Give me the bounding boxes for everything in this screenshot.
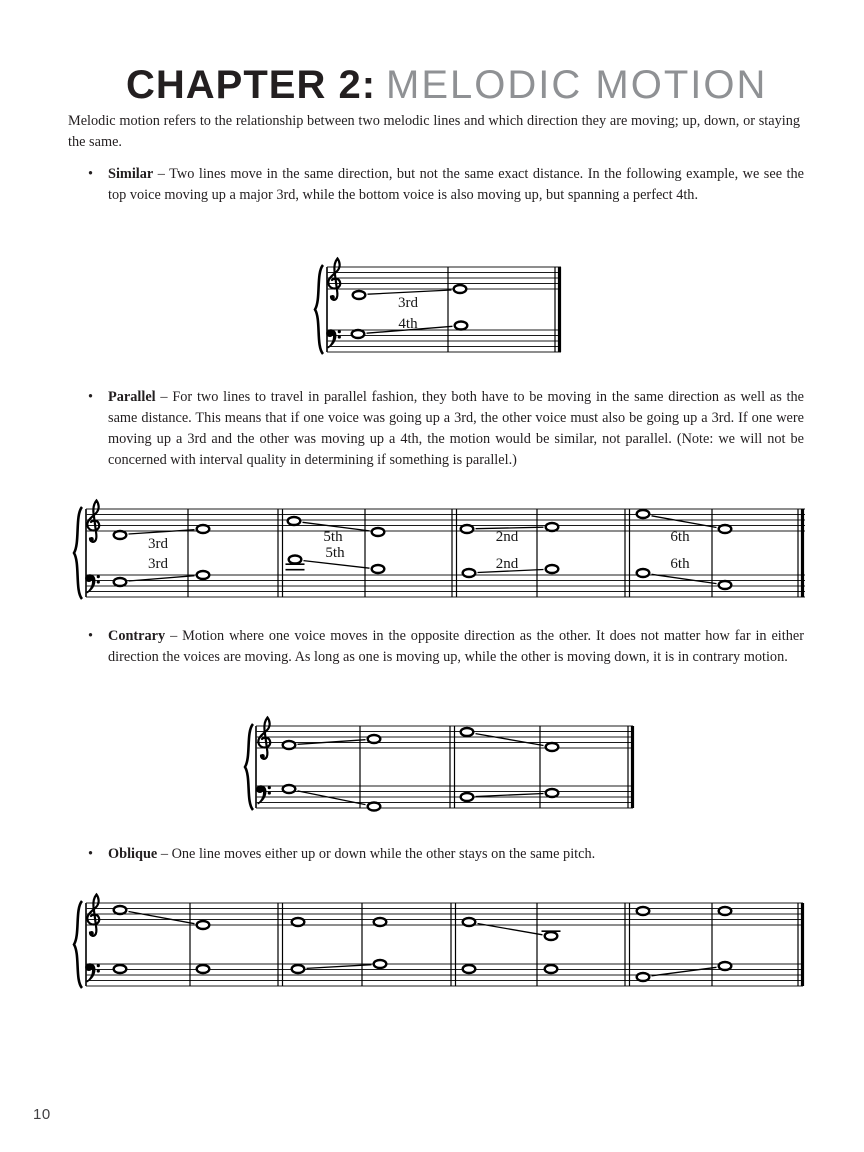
treble-staff-lines — [327, 267, 561, 289]
term-parallel: Parallel — [108, 389, 156, 405]
bullet-marker: • — [88, 628, 94, 644]
bass-clef-icon — [326, 329, 341, 348]
bass-clef-icon — [85, 574, 100, 593]
whole-note — [546, 743, 559, 751]
whole-note — [461, 728, 474, 736]
chapter-number: CHAPTER 2: — [126, 63, 377, 107]
whole-note — [719, 581, 732, 589]
term-oblique: Oblique — [108, 846, 158, 862]
whole-note — [545, 965, 558, 973]
similar-notation — [313, 255, 563, 367]
whole-note — [454, 285, 467, 293]
term-similar: Similar — [108, 166, 154, 182]
final-barline — [628, 726, 633, 808]
whole-note — [719, 525, 732, 533]
treble-staff-lines — [86, 903, 803, 925]
treble-clef-icon — [328, 259, 340, 300]
whole-note — [637, 907, 650, 915]
system-brace-icon — [74, 901, 82, 988]
whole-note — [546, 523, 559, 531]
bullet-contrary-text — [108, 626, 804, 668]
double-barline — [452, 509, 457, 597]
bullet-contrary — [88, 626, 804, 668]
whole-note — [463, 569, 476, 577]
treble-staff-lines — [256, 726, 633, 748]
double-barline — [625, 903, 630, 986]
whole-note — [372, 528, 385, 536]
interval-label: 4th — [398, 316, 418, 332]
whole-note — [353, 291, 366, 299]
whole-note — [374, 918, 387, 926]
interval-label: 2nd — [495, 556, 519, 572]
treble-clef-icon — [258, 718, 270, 759]
whole-note — [374, 960, 387, 968]
whole-note — [292, 918, 305, 926]
double-barline — [278, 509, 283, 597]
system-brace-icon — [74, 507, 82, 599]
motion-line — [304, 561, 370, 569]
motion-line — [476, 734, 544, 746]
whole-note — [283, 741, 296, 749]
motion-line — [476, 794, 544, 797]
term-contrary: Contrary — [108, 628, 166, 644]
bullet-body: – Motion where one voice moves in the opposite direction as the other. It does not matter how far in either direction the voices are moving. As long as one is moving up, while the other is moving down, it is in contrary motion. — [108, 628, 805, 665]
bass-staff-lines — [256, 786, 633, 808]
whole-note — [637, 510, 650, 518]
whole-note — [463, 918, 476, 926]
whole-note — [637, 973, 650, 981]
whole-note — [461, 793, 474, 801]
double-barline — [450, 726, 455, 808]
whole-note — [197, 525, 210, 533]
final-barline — [555, 267, 560, 352]
whole-note — [546, 789, 559, 797]
example-oblique — [72, 891, 807, 1001]
whole-note — [283, 785, 296, 793]
bullet-body: – One line moves either up or down while the other stays on the same pitch. — [160, 846, 596, 862]
motion-line — [652, 574, 717, 583]
treble-staff-lines — [86, 509, 805, 531]
whole-note — [197, 571, 210, 579]
bullet-similar — [88, 164, 804, 206]
chapter-heading — [126, 63, 767, 108]
final-barline — [798, 903, 803, 986]
double-barline — [451, 903, 456, 986]
whole-note — [292, 965, 305, 973]
whole-note — [637, 569, 650, 577]
system-brace-icon — [245, 724, 253, 810]
whole-note — [719, 962, 732, 970]
whole-note — [114, 578, 127, 586]
example-similar — [313, 255, 563, 367]
interval-label: 5th — [323, 529, 343, 545]
bullet-body: – Two lines move in the same direction, but not the same exact distance. In the following example, we see the top voice moving up a major 3rd, while the bottom voice is also moving up, but spanning a perfect 4th. — [108, 166, 805, 203]
motion-line — [368, 290, 452, 294]
interval-label: 3rd — [148, 556, 168, 572]
example-parallel — [72, 497, 807, 611]
double-barline — [625, 509, 630, 597]
whole-note — [114, 531, 127, 539]
whole-note — [114, 906, 127, 914]
oblique-notation — [72, 891, 807, 1001]
bullet-parallel-text — [108, 387, 804, 471]
whole-note — [352, 330, 365, 338]
bass-clef-icon — [256, 785, 271, 804]
interval-label: 6th — [670, 556, 690, 572]
whole-note — [368, 735, 381, 743]
page-number: 10 — [33, 1106, 51, 1123]
whole-note — [372, 565, 385, 573]
whole-note — [545, 932, 558, 940]
interval-label: 6th — [670, 529, 690, 545]
final-barline — [798, 509, 803, 597]
whole-note — [289, 556, 302, 564]
bullet-marker: • — [88, 389, 94, 405]
bullet-marker: • — [88, 166, 94, 182]
chapter-name: MELODIC MOTION — [386, 63, 768, 107]
whole-note — [455, 322, 468, 330]
bullet-body: – For two lines to travel in parallel fashion, they both have to be moving in the same direction as well as the same distance. This means that if one voice was going up a 3rd, the other voice must also be going up a 3rd. If one were moving up a 3rd and the other was moving up a 4th, the motion would be similar, not parallel. (Note: we will not be concerned with interval quality in determining if something is parallel.) — [108, 389, 804, 468]
whole-note — [546, 565, 559, 573]
bullet-parallel — [88, 387, 804, 471]
bullet-marker: • — [88, 846, 94, 862]
whole-note — [463, 965, 476, 973]
double-barline — [278, 903, 283, 986]
whole-note — [288, 517, 301, 525]
whole-note — [461, 525, 474, 533]
whole-note — [719, 907, 732, 915]
example-contrary — [243, 714, 635, 822]
contrary-notation — [243, 714, 635, 822]
motion-line — [129, 530, 195, 534]
whole-note — [197, 965, 210, 973]
treble-clef-icon — [87, 895, 99, 936]
bullet-similar-text — [108, 164, 804, 206]
treble-clef-icon — [87, 501, 99, 542]
bass-staff-lines — [86, 575, 805, 597]
system-brace-icon — [315, 265, 323, 354]
bass-clef-icon — [85, 963, 100, 982]
parallel-notation — [72, 497, 807, 611]
bullet-oblique-text — [108, 844, 804, 865]
interval-label: 3rd — [398, 295, 418, 311]
intro-paragraph: Melodic motion refers to the relationship between two melodic lines and which direction they are moving; up, down, or staying the same. — [68, 113, 800, 150]
bullet-oblique — [88, 844, 804, 865]
interval-label: 2nd — [495, 529, 519, 545]
motion-line — [129, 912, 195, 924]
whole-note — [197, 921, 210, 929]
interval-label: 3rd — [148, 536, 168, 552]
bass-staff-lines — [86, 964, 803, 986]
whole-note — [114, 965, 127, 973]
whole-note — [368, 803, 381, 811]
interval-label: 5th — [325, 545, 345, 561]
